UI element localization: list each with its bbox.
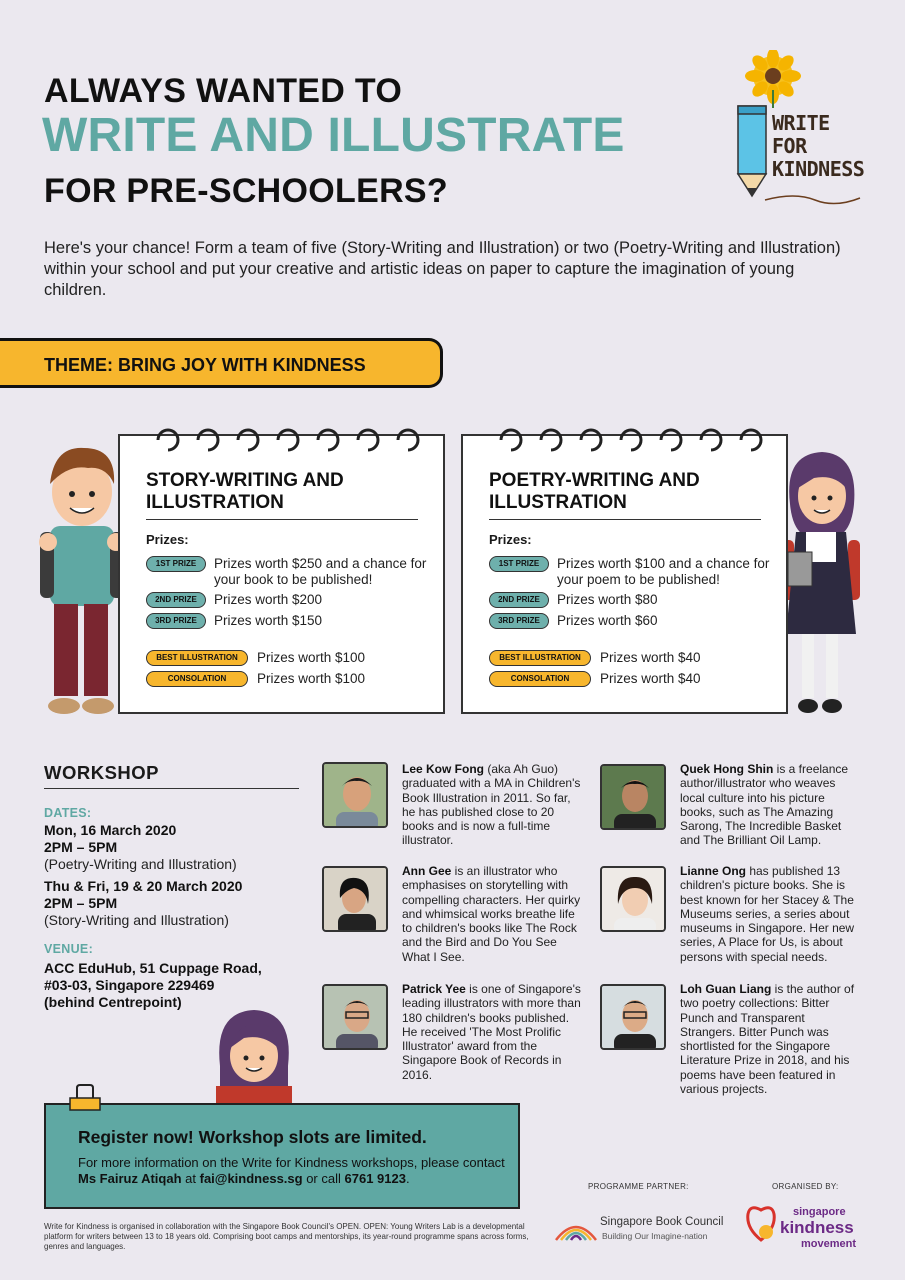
divider [489,519,761,520]
third-prize-text: Prizes worth $150 [214,613,323,628]
workshop-dates: Mon, 16 March 2020 2PM – 5PM (Poetry-Writing and Illustration) Thu & Fri, 19 & 20 March 2020 2PM – 5PM (Story-Writing and Illustration) [44,822,243,928]
first-prize-text: Prizes worth $250 and a chance for your book to be published! [214,556,427,587]
second-prize-badge: 2ND PRIZE [146,592,206,608]
bio-quek-hong-shin: Quek Hong Shin is a freelance author/illustrator who weaves local culture into his picture books, such as The Amazing Sarong, The Incredible Basket and The Brilliant Oil Lamp. [680,762,849,848]
headline-line-1: ALWAYS WANTED TO [44,72,403,110]
avatar [322,866,388,932]
bio-ann-gee: Ann Gee is an illustrator who emphasises on storytelling with compelling characters. Her quirky and whimsical works breathe life to children's books like The Rock and the Bird and Do You See What I See. [402,864,581,964]
prizes-label: Prizes: [489,532,532,547]
partner-label: PROGRAMME PARTNER: [588,1182,689,1191]
avatar [322,984,388,1050]
first-prize-badge: 1ST PRIZE [146,556,206,572]
bio-loh-guan-liang: Loh Guan Liang is the author of two poetry collections: Bitter Punch and Transparent Strangers. Bitter Punch was shortlisted for the Singapore Literature Prize in 2018, and his poems have been featured in various projects. [680,982,855,1097]
skm-wordmark-line-1: singapore [793,1206,846,1218]
dates-label: DATES: [44,806,92,820]
story-prize-card [118,434,445,714]
best-illustration-badge: BEST ILLUSTRATION [489,650,591,666]
register-box [44,1103,520,1209]
venue-label: VENUE: [44,942,94,956]
theme-banner [0,338,443,388]
skm-wordmark-line-2: kindness [780,1218,854,1237]
divider [146,519,418,520]
headline-line-2: WRITE AND ILLUSTRATE [42,109,625,162]
third-prize-badge: 3RD PRIZE [489,613,549,629]
logo-wordmark: WRITE FOR KINDNESS [772,111,865,181]
register-body: For more information on the Write for Kindness workshops, please contact Ms Fairuz Atiqah at fai@kindness.sg or call 6761 9123. [78,1155,505,1186]
third-prize-text: Prizes worth $60 [557,613,658,628]
consolation-badge: CONSOLATION [146,671,248,687]
contact-phone[interactable]: 6761 9123 [344,1171,406,1186]
footer-note: Write for Kindness is organised in collaboration with the Singapore Book Council's OPEN. OPEN: Young Writers Lab is a developmental platform for writers between 13 to 18 years old. Comprising boot camps and mentorships, its year-round programme spans across forms, genres and languages. [44,1222,529,1251]
workshop-title: WORKSHOP [44,762,159,783]
consolation-text: Prizes worth $40 [600,671,701,686]
second-prize-badge: 2ND PRIZE [489,592,549,608]
best-illustration-badge: BEST ILLUSTRATION [146,650,248,666]
bio-lianne-ong: Lianne Ong has published 13 children's picture books. She is best known for her Stacey & The Museums series, a series about museums in Singapore. Her new series, A Place for Us, is about persons with special needs. [680,864,855,964]
intro-paragraph: Here's your chance! Form a team of five (Story-Writing and Illustration) or two (Poetry-Writing and Illustration) within your school and put your creative and artistic ideas on paper to capture the imagination of young children. [44,239,841,299]
second-prize-text: Prizes worth $200 [214,592,323,607]
best-illustration-text: Prizes worth $40 [600,650,701,665]
skm-wordmark-line-3: movement [801,1238,857,1250]
best-illustration-text: Prizes worth $100 [257,650,366,665]
binder-rings-icon [487,420,767,456]
girl-reading-illustration [212,1006,296,1106]
avatar [600,866,666,932]
divider [44,788,299,789]
binder-rings-icon [144,420,424,456]
first-prize-text: Prizes worth $100 and a chance for your poem to be published! [557,556,770,587]
avatar [600,984,666,1050]
story-card-title: STORY-WRITING AND ILLUSTRATION [146,470,344,513]
venue-address: ACC EduHub, 51 Cuppage Road, #03-03, Singapore 229469 (behind Centrepoint) [44,960,262,1010]
singapore-book-council-name: Singapore Book Council [600,1216,724,1228]
third-prize-badge: 3RD PRIZE [146,613,206,629]
binder-clip-icon [68,1084,102,1112]
organiser-label: ORGANISED BY: [772,1182,839,1191]
kindness-heart-icon [744,1200,778,1246]
poetry-prize-card [461,434,788,714]
second-prize-text: Prizes worth $80 [557,592,658,607]
singapore-book-council-tagline: Building Our Imagine-nation [602,1231,708,1241]
bio-lee-kow-fong: Lee Kow Fong (aka Ah Guo) graduated with a MA in Children's Book Illustration in 2011. So far, he has published close to 20 books and is now a full-time illustrator. [402,762,581,848]
rainbow-logo-icon [554,1212,598,1242]
poetry-card-title: POETRY-WRITING AND ILLUSTRATION [489,470,700,513]
consolation-badge: CONSOLATION [489,671,591,687]
contact-email[interactable]: fai@kindness.sg [199,1171,303,1186]
avatar [600,764,666,830]
theme-text: THEME: BRING JOY WITH KINDNESS [44,355,366,375]
bio-patrick-yee: Patrick Yee is one of Singapore's leading illustrators with more than 180 children's books published. He received 'The Most Prolific Illustrator' award from the Singapore Book of Records in 2016. [402,982,581,1082]
prizes-label: Prizes: [146,532,189,547]
headline-line-3: FOR PRE-SCHOOLERS? [44,172,448,210]
avatar [322,762,388,828]
first-prize-badge: 1ST PRIZE [489,556,549,572]
consolation-text: Prizes worth $100 [257,671,366,686]
contact-name: Ms Fairuz Atiqah [78,1171,182,1186]
register-title: Register now! Workshop slots are limited. [78,1127,427,1147]
